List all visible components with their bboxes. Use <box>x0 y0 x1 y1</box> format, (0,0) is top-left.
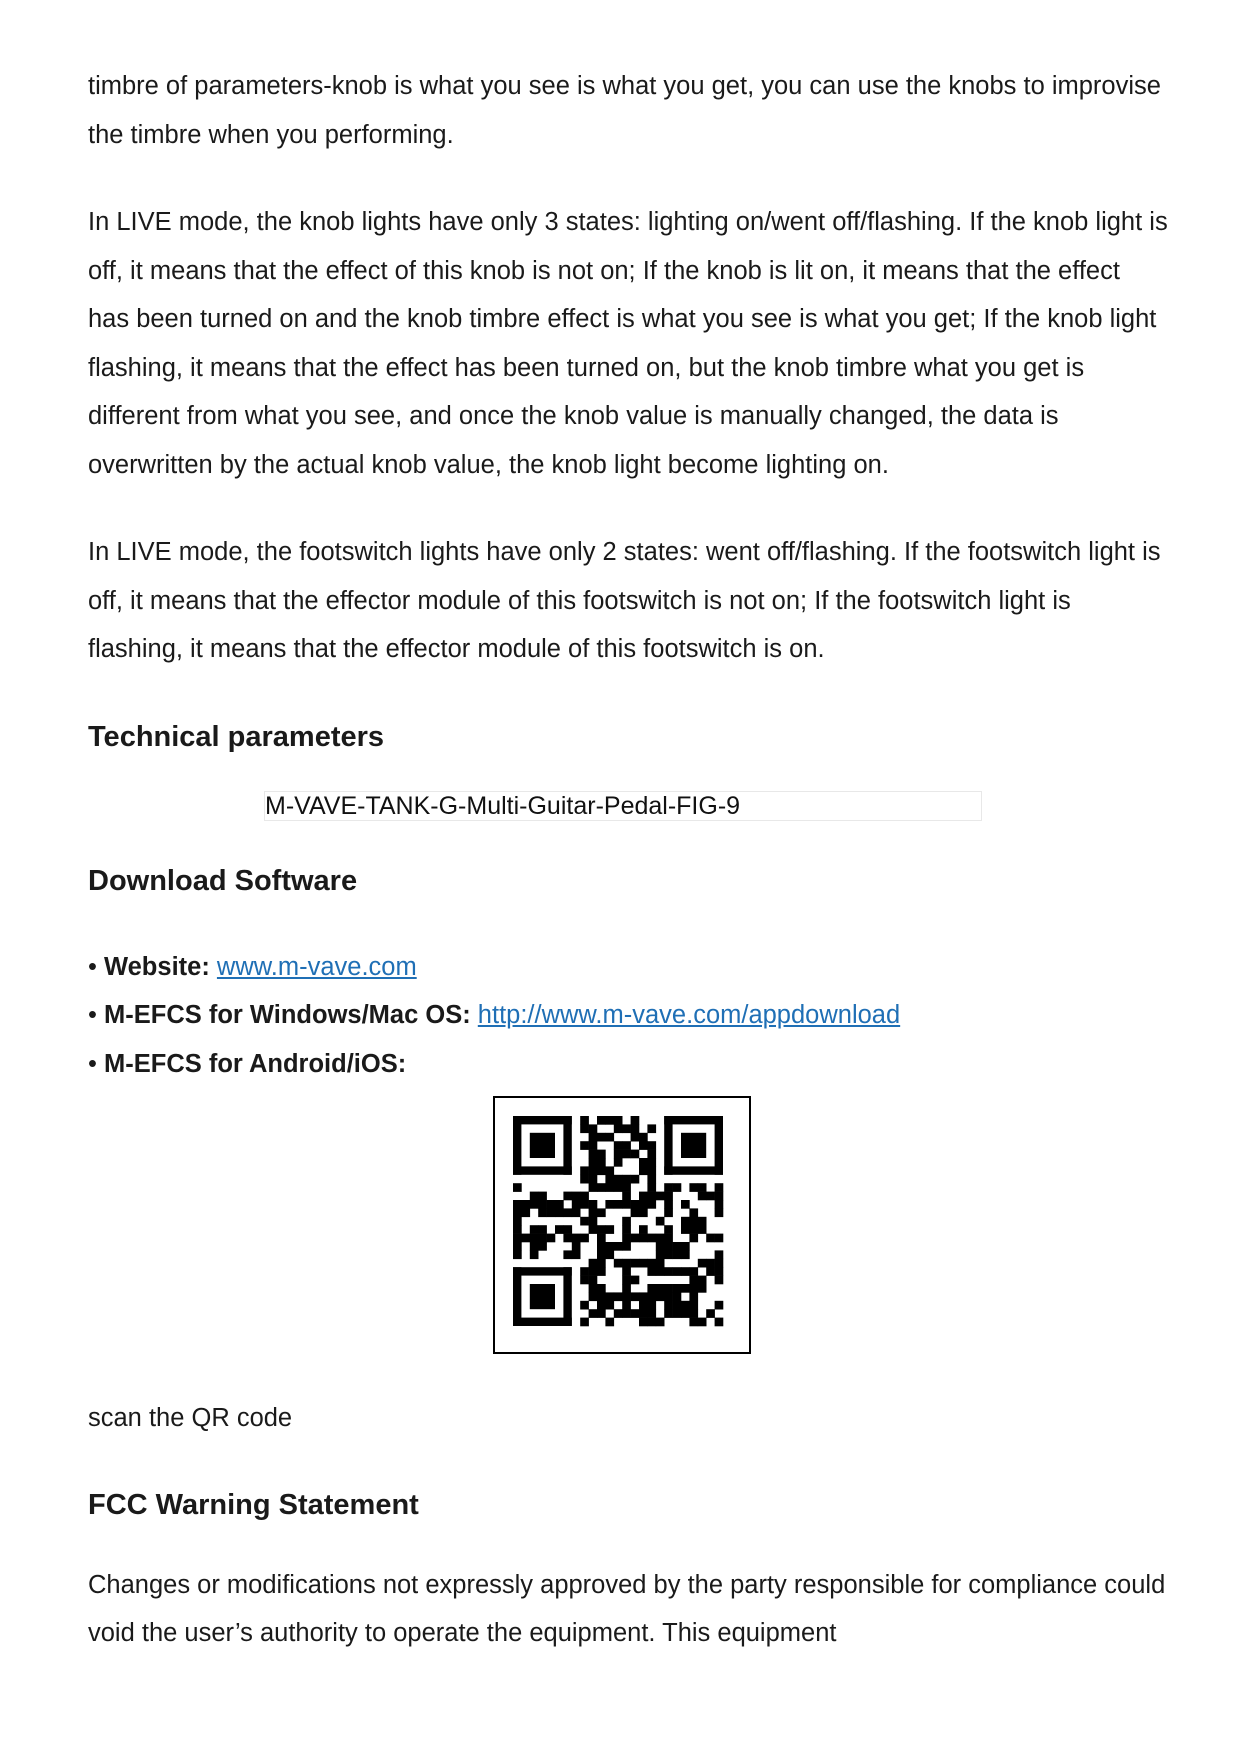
bullet: • <box>88 1049 105 1078</box>
website-label: Website: <box>104 952 210 981</box>
bullet: • <box>88 952 105 981</box>
download-links-list <box>88 943 1168 1089</box>
bullet: • <box>88 1001 105 1029</box>
download-software-heading: Download Software <box>88 864 358 897</box>
list-item-website <box>88 943 1168 992</box>
intro-paragraph: timbre of parameters-knob is what you see is what you get, you can use the knobs to improvise the timbre when you performing. <box>88 72 1161 149</box>
website-link[interactable]: www.m-vave.com <box>216 952 417 981</box>
scan-qr-caption: scan the QR code <box>88 1404 293 1432</box>
footswitch-lights-paragraph: In LIVE mode, the footswitch lights have only 2 states: went off/flashing. If the footswitch light is off, it means that the effector module of this footswitch is not on; If the footswitch light is flashing, it means that the effector module of this footswitch is on. <box>88 538 1161 663</box>
fcc-warning-heading: FCC Warning Statement <box>88 1488 419 1521</box>
document-page <box>88 62 1168 1658</box>
technical-figure-placeholder <box>264 791 982 821</box>
appdownload-link[interactable]: http://www.m-vave.com/appdownload <box>477 1001 901 1029</box>
list-item-windows-mac <box>88 991 1168 1040</box>
knob-lights-paragraph: In LIVE mode, the knob lights have only 3 states: lighting on/went off/flashing. If the knob light is off, it means that the effect of this knob is not on; If the knob is lit on, it means that the effect has been turned on and the knob timbre effect is what you see is what you get; If the knob light flashing, it means that the effect has been turned on, but the knob timbre what you get is different from what you see, and once the knob value is manually changed, the data is overwritten by the actual knob value, the knob light become lighting on. <box>88 208 1168 479</box>
qr-code-icon <box>493 1096 751 1354</box>
list-item-android-ios <box>88 1040 1168 1089</box>
android-ios-label: M-EFCS for Android/iOS: <box>104 1049 407 1078</box>
technical-parameters-heading: Technical parameters <box>88 720 385 753</box>
windows-mac-label: M-EFCS for Windows/Mac OS: <box>104 1001 471 1029</box>
figure-alt-text: M-VAVE-TANK-G-Multi-Guitar-Pedal-FIG-9 <box>265 791 741 820</box>
fcc-warning-paragraph: Changes or modifications not expressly approved by the party responsible for compliance could void the user’s authority to operate the equipment. This equipment <box>88 1570 1166 1647</box>
qr-code-graphic <box>493 1096 751 1354</box>
